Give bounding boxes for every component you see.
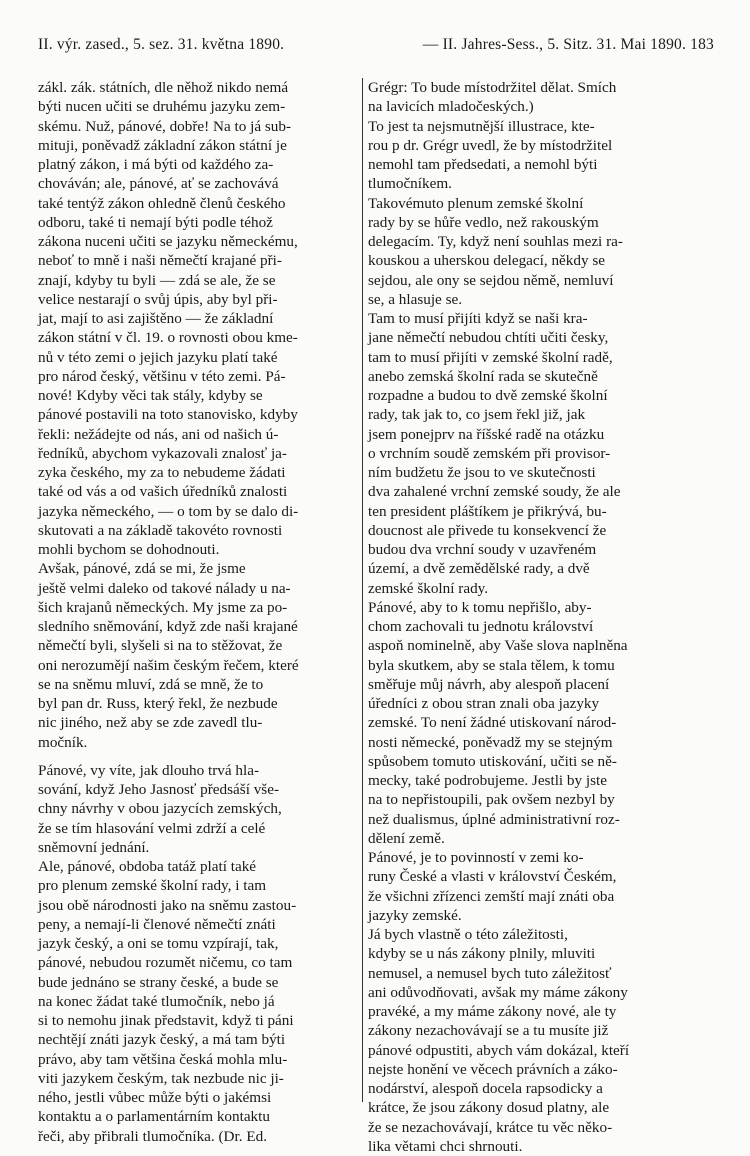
text-line: kouskou a uherskou delegací, někdy se bbox=[368, 252, 606, 270]
text-line: bude jednáno se strany české, a bude se bbox=[38, 973, 279, 991]
text-line: jazyky zemské. bbox=[368, 906, 462, 924]
text-line: zemské školní rady. bbox=[368, 579, 489, 597]
text-line: sněmovní jednání. bbox=[38, 838, 150, 856]
text-line: chom zachovali tu jednotu království bbox=[368, 618, 594, 635]
text-line: nů v této zemi o jejich jazyku platí také bbox=[38, 348, 278, 366]
text-line: kdyby se u nás zákony plnily, mluviti bbox=[368, 945, 596, 963]
text-line: rady by se hůře vedlo, než rakouským bbox=[368, 213, 599, 231]
text-line: než dualismus, úplné administrativní roz- bbox=[368, 810, 620, 828]
text-line: na lavicích mladočeských.) bbox=[368, 98, 534, 116]
text-line: zemské. To není žádné utiskovaní národ- bbox=[368, 714, 617, 732]
text-line: runy České a vlasti v království Českém, bbox=[368, 868, 617, 886]
text-line: že se nezachovávají, krátce tu věc něko- bbox=[368, 1118, 613, 1136]
text-line: pánové, nebudou rozumět ničemu, co tam bbox=[38, 954, 293, 972]
text-line: nosti německé, poněvadž my se stejným bbox=[368, 733, 613, 751]
text-line: mecky, také podrobujeme. Jestli by jste bbox=[368, 772, 608, 789]
text-line: ředníků, abychom vykazovali znalosť ja- bbox=[38, 444, 287, 462]
text-line: zákony nezachovávají se a tu musíte již bbox=[368, 1022, 609, 1040]
text-line: mituji, poněvadž základní zákon státní je bbox=[38, 136, 287, 154]
text-line: tam to musí přijíti v zemské školní radě, bbox=[368, 348, 613, 366]
text-line: spůsobem tomuto utiskování, učiti se ně- bbox=[368, 752, 617, 770]
text-line: delegacím. Ty, když není souhlas mezi ra- bbox=[368, 233, 623, 250]
text-line: zákona nuceni učiti se jazyku německému, bbox=[38, 233, 298, 250]
text-line: mohli bychom se dohodnouti. bbox=[38, 541, 220, 558]
text-line: tlumočníkem. bbox=[368, 175, 452, 193]
text-line: úředníci z obou stran znali oba jazyky bbox=[368, 695, 600, 712]
text-line: odboru, také ti nemají býti podle téhož bbox=[38, 213, 273, 231]
text-line: skutovati a na základě takovéto rovnosti bbox=[38, 521, 283, 539]
text-line: peny, a nemají-li členové němečtí znáti bbox=[38, 915, 276, 933]
text-line: znají, kdyby tu byli — zdá se ale, že se bbox=[38, 271, 276, 289]
text-line: nic jiného, než aby se zde zavedl tlu- bbox=[38, 714, 263, 732]
text-line: oni nerozumějí našim českým řečem, které bbox=[38, 656, 299, 674]
text-line: pro národ český, většinu v této zemi. Pá- bbox=[38, 367, 286, 385]
text-line: němečtí byli, slyšeli si na to stěžovat, že bbox=[38, 637, 283, 655]
text-line: lika větami chci shrnouti. bbox=[368, 1137, 523, 1155]
text-line: dva zahalené vrchní zemské soudy, že ale bbox=[368, 483, 621, 501]
text-line: také tentýž zákon ohledně členů českého bbox=[38, 194, 286, 212]
text-line: také od vás a od vašich úředníků znalosti bbox=[38, 483, 288, 501]
text-line: pánové odpustiti, abych vám dokázal, kteří bbox=[368, 1041, 630, 1059]
text-line: velice nestarají o svůj úpis, aby byl při- bbox=[38, 290, 278, 308]
text-line: pravéké, a my máme zákony nové, ale ty bbox=[368, 1003, 617, 1020]
text-line: rozpadne a budou to dvě zemské školní bbox=[368, 387, 608, 404]
text-line: jazyka německého, — o tom by se dalo di- bbox=[38, 502, 299, 520]
text-line: právo, aby tam většina česká mohla mlu- bbox=[38, 1050, 288, 1068]
text-line: byla skutkem, aby se stala tělem, k tomu bbox=[368, 656, 615, 674]
text-line: ného, jestli vůbec může býti o jakémsi bbox=[38, 1089, 272, 1106]
text-line: ještě velmi daleko od takové nálady u na- bbox=[38, 579, 291, 597]
header-session-czech: II. výr. zased., 5. sez. 31. května 1890. bbox=[38, 36, 285, 53]
text-line: pánové postavili na toto stanovisko, kdyby bbox=[38, 406, 298, 424]
text-line: se, a hlasuje se. bbox=[368, 290, 463, 308]
text-line: neboť to mně i naši němečtí krajané při- bbox=[38, 252, 282, 270]
text-line: Ale, pánové, obdoba tatáž platí také bbox=[38, 858, 257, 875]
text-line: Grégr: To bude místodržitel dělat. Smích bbox=[368, 79, 617, 96]
text-line: budou dva vrchní soudy v uzavřeném bbox=[368, 541, 597, 558]
text-line: jat, mají to asi zajištěno — že základní bbox=[38, 310, 274, 327]
text-line: platný zákon, i má býti od každého za- bbox=[38, 156, 274, 173]
text-line: Avšak, pánové, zdá se mi, že jsme bbox=[38, 560, 246, 578]
header-session-german: — II. Jahres-Sess., 5. Sitz. 31. Mai 1890. 183 bbox=[422, 36, 714, 53]
text-line: že se tím hlasování velmi zdrží a celé bbox=[38, 819, 266, 837]
text-line: dělení země. bbox=[368, 829, 445, 847]
text-line: býti nucen učiti se druhému jazyku zem- bbox=[38, 98, 286, 116]
text-line: sejdou, ale ony se sejdou němě, nemluví bbox=[368, 271, 614, 289]
text-line: Takovémuto plenum zemské školní bbox=[368, 194, 584, 212]
text-line: na konec žádat také tlumočník, nebo já bbox=[38, 992, 275, 1010]
text-line: rou p dr. Grégr uvedl, že by místodržitel bbox=[368, 136, 613, 154]
text-line: chováván; ale, pánové, ať se zachovává bbox=[38, 175, 279, 193]
text-line: zákon státní v čl. 19. o rovnosti obou kme- bbox=[38, 329, 298, 347]
text-line: si to nemohu jinak představit, když ti páni bbox=[38, 1012, 294, 1029]
text-line: To jest ta nejsmutnější illustrace, kte- bbox=[368, 117, 595, 135]
text-line: sování, když Jeho Jasnosť předsáší vše- bbox=[38, 781, 280, 798]
text-line: zyka českého, my za to nebudeme žádati bbox=[38, 464, 286, 481]
text-line: jane němečtí nebudou chtíti učiti česky, bbox=[368, 329, 609, 347]
text-line: šich krajanů německých. My jsme za po- bbox=[38, 598, 288, 616]
text-line: pro plenum zemské školní rady, i tam bbox=[38, 877, 267, 895]
text-line: ten president pláštíkem je přikrývá, bu- bbox=[368, 502, 607, 520]
text-line: nejste honění ve věcech právních a záko- bbox=[368, 1060, 618, 1078]
text-line: území, a dvě zemědělské rady, a dvě bbox=[368, 560, 590, 578]
text-line: krátce, že jsou zákony dosud platny, ale bbox=[368, 1099, 610, 1117]
text-line: řekli: nežádejte od nás, ani od našich ú- bbox=[38, 425, 279, 443]
text-line: na to nepřistoupili, pak ovšem nezbyl by bbox=[368, 791, 615, 809]
text-line: Pánové, vy víte, jak dlouho trvá hla- bbox=[38, 761, 260, 779]
text-line: jazyk český, a oni se tomu vzpírají, tak, bbox=[38, 935, 279, 952]
text-line bbox=[38, 752, 358, 761]
column-divider bbox=[362, 78, 363, 1102]
text-line: Já bych vlastně o této záležitosti, bbox=[368, 926, 568, 943]
text-line: sledního sněmování, když zde naši krajané bbox=[38, 618, 298, 635]
text-line: Pánové, je to povinností v zemi ko- bbox=[368, 849, 584, 866]
text-line: nemusel, a nemusel bych tuto záležitosť bbox=[368, 964, 612, 982]
page-header bbox=[38, 36, 714, 62]
text-line: chny návrhy v obou jazycích zemských, bbox=[38, 800, 282, 818]
text-line: močník. bbox=[38, 733, 88, 751]
text-line: že všichni zřízenci zemští mají znáti oba bbox=[368, 887, 615, 905]
left-text-column bbox=[38, 78, 358, 1146]
text-line: se na sněmu mluví, zdá se mně, že to bbox=[38, 675, 264, 693]
text-line: rady, tak jak to, co jsem řekl již, jak bbox=[368, 406, 586, 424]
text-line: Tam to musí přijíti když se naši kra- bbox=[368, 310, 588, 327]
right-text-column bbox=[368, 78, 698, 1156]
text-line: nemohl tam předsedati, a nemohl býti bbox=[368, 156, 598, 173]
text-line: byl pan dr. Russ, který řekl, že nezbude bbox=[38, 695, 278, 712]
text-line: viti jazykem českým, tak nezbude nic ji- bbox=[38, 1069, 284, 1087]
text-line: skému. Nuž, pánové, dobře! Na to já sub- bbox=[38, 117, 292, 135]
text-line: Pánové, aby to k tomu nepřišlo, aby- bbox=[368, 598, 592, 616]
text-line: anebo zemská školní rada se skutečně bbox=[368, 367, 598, 385]
text-line: řeči, aby přibrali tlumočníka. (Dr. Ed. bbox=[38, 1127, 268, 1145]
text-line: zákl. zák. státních, dle něhož nikdo nemá bbox=[38, 79, 289, 96]
text-line: jsem ponejprv na říšské radě na otázku bbox=[368, 425, 605, 443]
text-line: nové! Kdyby věci tak stály, kdyby se bbox=[38, 387, 263, 404]
text-line: kontaktu a o parlamentárním kontaktu bbox=[38, 1108, 270, 1126]
text-line: jsou obě národnosti jako na sněmu zastou- bbox=[38, 896, 297, 914]
text-line: ním budžetu že jsou to ve skutečnosti bbox=[368, 464, 596, 481]
text-line: nodárství, alespoň docela rapsodicky a bbox=[368, 1080, 603, 1097]
text-line: o vrchním soudě zemském při provisor- bbox=[368, 444, 611, 462]
text-line: doucnost ale přivede tu konsekvencí že bbox=[368, 521, 607, 539]
text-line: ani odůvodňovati, avšak my máme zákony bbox=[368, 983, 628, 1001]
text-line: nechtějí znáti jazyk český, a má tam býti bbox=[38, 1031, 286, 1049]
text-line: směřuje můj návrh, aby alespoň placení bbox=[368, 675, 610, 693]
text-line: aspoň nominelně, aby Vaše slova naplněna bbox=[368, 637, 628, 655]
